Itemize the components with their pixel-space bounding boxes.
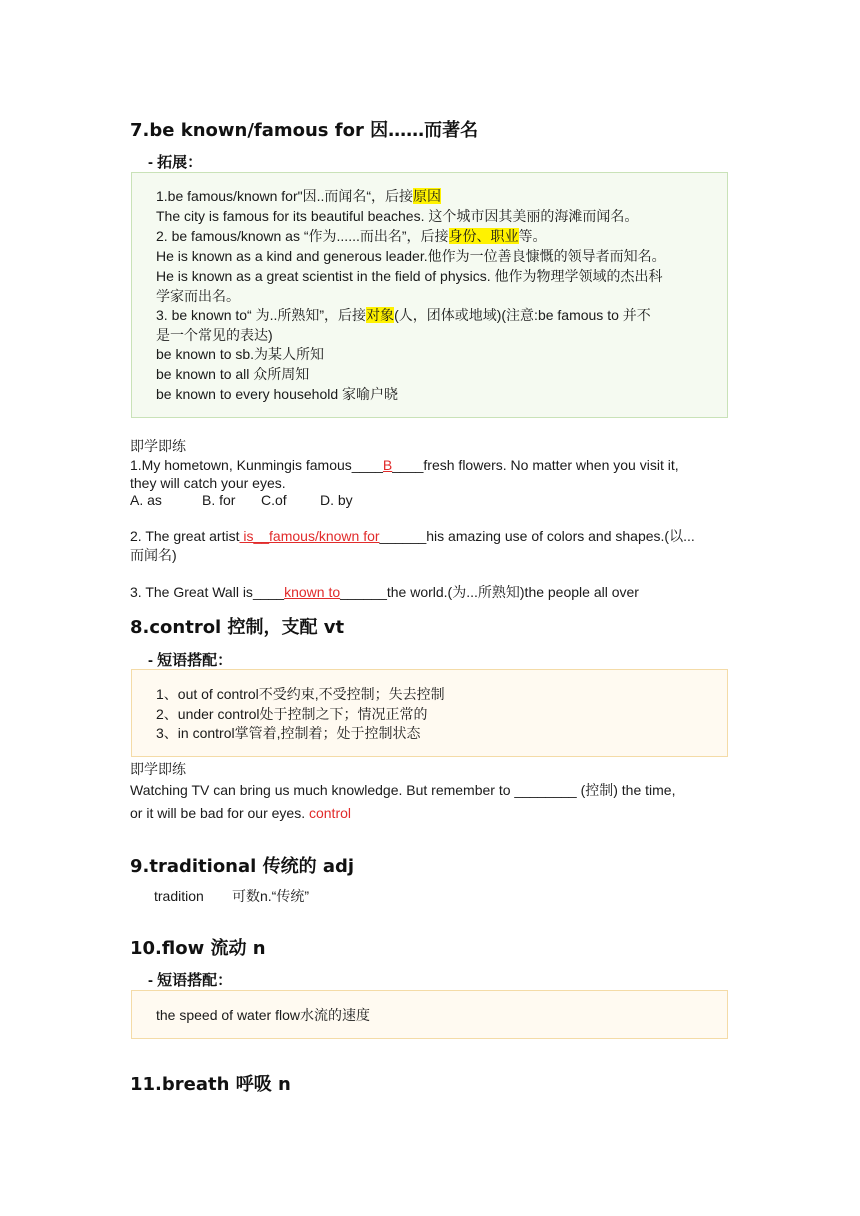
- question-8-1-cont: or it will be bad for our eyes. control: [130, 805, 352, 821]
- question-8-1: Watching TV can bring us much knowledge. But remember to ________ (控制) the time,: [130, 782, 676, 798]
- note-line-9: be known to sb.为某人所知: [156, 346, 325, 362]
- section-7-heading: 7.be known/famous for 因……而著名: [130, 120, 479, 141]
- note-line-8: 是一个常见的表达): [156, 327, 273, 343]
- section-8-practice-label: 即学即练: [130, 761, 186, 777]
- section-9-note-word: tradition: [154, 888, 204, 904]
- answer-7-3: known to: [284, 584, 341, 600]
- highlight-identity: 身份、职业: [448, 228, 519, 244]
- note-line-10: be known to all 众所周知: [156, 366, 310, 382]
- note-line-4: He is known as a kind and generous leader.他作为一位善良慷慨的领导者而知名。: [156, 248, 666, 264]
- section-9-note-text: 可数n.“传统”: [232, 888, 309, 904]
- note-line-7: 3. be known to“ 为..所熟知”，后接对象(人，团体或地域)(注意:be famous to 并不: [156, 307, 651, 323]
- highlight-object: 对象: [366, 307, 395, 323]
- section-8-subheading: - 短语搭配：: [148, 652, 233, 669]
- option-d: D. by: [320, 492, 353, 508]
- section-7-practice-label: 即学即练: [130, 438, 186, 454]
- note-line-6: 学家而出名。: [156, 288, 240, 304]
- answer-8-1: control: [308, 805, 352, 821]
- section-9-heading: 9.traditional 传统的 adj: [130, 856, 355, 877]
- note-line-11: be known to every household 家喻户晓: [156, 386, 399, 402]
- question-7-2: 2. The great artist is__famous/known for______his amazing use of colors and shapes.(以...: [130, 528, 695, 544]
- section-10-subheading: - 短语搭配：: [148, 972, 233, 989]
- phrase-item: 2、under control处于控制之下；情况正常的: [156, 706, 428, 722]
- option-a: A. as: [130, 492, 162, 508]
- note-line-1: 1.be famous/known for"因..而闻名“，后接原因: [156, 188, 442, 204]
- question-7-3: 3. The Great Wall is____known to______the world.(为...所熟知)the people all over: [130, 584, 639, 600]
- phrase-item: 1、out of control不受约束,不受控制；失去控制: [156, 686, 445, 702]
- section-10-heading: 10.flow 流动 n: [130, 938, 266, 959]
- note-line-5: He is known as a great scientist in the field of physics. 他作为物理学领域的杰出科: [156, 268, 663, 284]
- note-line-2: The city is famous for its beautiful beaches. 这个城市因其美丽的海滩而闻名。: [156, 208, 639, 224]
- note-line-3: 2. be famous/known as “作为......而出名”，后接身份、职业等。: [156, 228, 547, 244]
- question-7-2-cont: 而闻名): [130, 547, 177, 563]
- answer-7-2: is__famous/known for: [239, 528, 380, 544]
- option-c: C.of: [261, 492, 287, 508]
- answer-7-1: B: [382, 457, 393, 473]
- section-7-subheading: - 拓展：: [148, 154, 203, 171]
- highlight-reason: 原因: [413, 188, 442, 204]
- phrase-item: 3、in control掌管着,控制着；处于控制状态: [156, 725, 421, 741]
- question-7-1: 1.My hometown, Kunmingis famous____B____fresh flowers. No matter when you visit it,: [130, 457, 679, 473]
- question-7-1-cont: they will catch your eyes.: [130, 475, 286, 491]
- section-11-heading: 11.breath 呼吸 n: [130, 1074, 291, 1095]
- phrase-item: the speed of water flow水流的速度: [156, 1007, 370, 1023]
- section-8-heading: 8.control 控制，支配 vt: [130, 617, 345, 638]
- option-b: B. for: [202, 492, 236, 508]
